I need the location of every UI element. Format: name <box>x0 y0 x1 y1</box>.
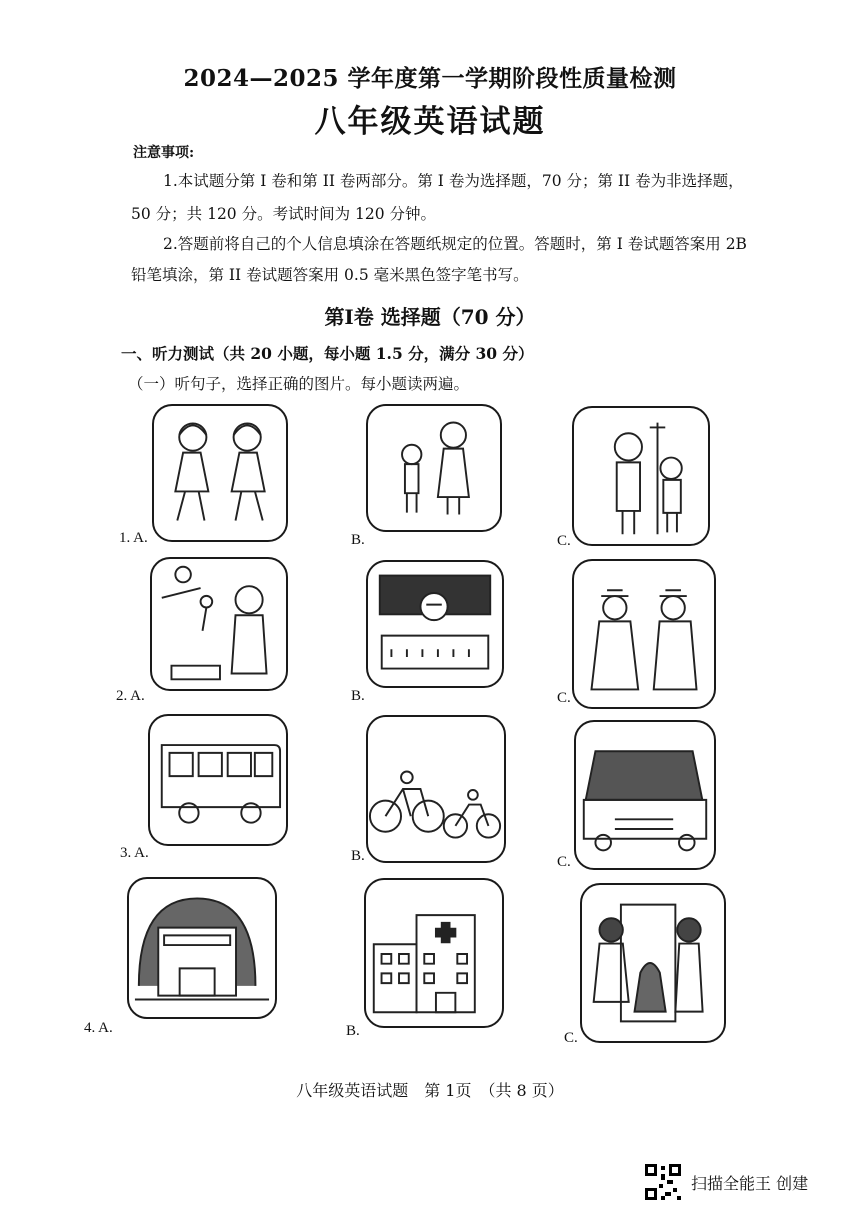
q2-label-a: 2. A. <box>116 688 145 704</box>
boy-and-woman-picture <box>366 404 502 532</box>
two-girls-shopping-picture <box>580 883 726 1043</box>
exam-title-line2: 八年级英语试题 <box>314 104 546 140</box>
qr-code-icon <box>643 1162 683 1202</box>
girl-volleyball-picture <box>150 557 288 691</box>
car-with-people-picture <box>574 720 716 870</box>
q4-label-b: B. <box>346 1023 360 1039</box>
note-item2-line1: 2.答题前将自己的个人信息填涂在答题纸规定的位置。答题时，第 I 卷试题答案用 2B <box>163 235 747 253</box>
cinema-building-picture <box>127 877 277 1019</box>
part-title: 一、听力测试（共 20 小题，每小题 1.5 分，满分 30 分） <box>121 344 534 363</box>
q1-label-b: B. <box>351 532 365 548</box>
q3-label-c: C. <box>557 854 571 870</box>
two-girls-talking-picture <box>152 404 288 542</box>
q3-label-b: B. <box>351 848 365 864</box>
note-item1-line1: 1.本试题分第 I 卷和第 II 卷两部分。第 I 卷为选择题，70 分；第 II 卷为非选择题， <box>163 172 744 190</box>
bus-picture <box>148 714 288 846</box>
teacher-at-desk-picture <box>366 560 504 688</box>
two-ancient-scholars-picture <box>572 559 716 709</box>
q4-label-a: 4. A. <box>84 1020 113 1036</box>
q1-label-a: 1. A. <box>119 530 148 546</box>
scanner-stamp-text: 扫描全能王 创建 <box>691 1173 809 1193</box>
scanner-stamp <box>643 1162 808 1202</box>
notes-heading: 注意事项: <box>133 145 195 161</box>
q2-label-b: B. <box>351 688 365 704</box>
man-and-boy-height-picture <box>572 406 710 546</box>
note-item1-line2: 50 分；共 120 分。考试时间为 120 分钟。 <box>131 205 437 223</box>
q3-label-a: 3. A. <box>120 845 149 861</box>
q4-label-c: C. <box>564 1030 578 1046</box>
q1-label-c: C. <box>557 533 571 549</box>
q2-label-c: C. <box>557 690 571 706</box>
sub-title: （一）听句子，选择正确的图片。每小题读两遍。 <box>128 375 470 393</box>
page-footer: 八年级英语试题 第 1页 （共 8 页） <box>296 1081 564 1100</box>
note-item2-line2: 铅笔填涂，第 II 卷试题答案用 0.5 毫米黑色签字笔书写。 <box>131 266 529 284</box>
exam-title-line1: 2024—2025 学年度第一学期阶段性质量检测 <box>183 65 677 92</box>
hospital-picture <box>364 878 504 1028</box>
bicycles-picture <box>366 715 506 863</box>
section-title: 第Ⅰ卷 选择题（70 分） <box>324 305 536 329</box>
